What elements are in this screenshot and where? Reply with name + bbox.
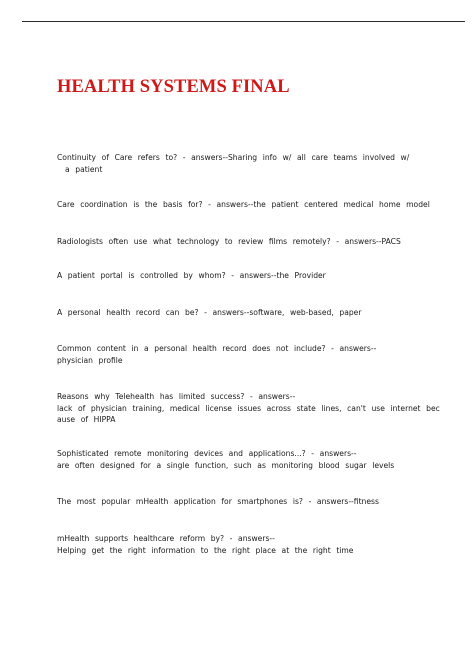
qa-line: Common content in a personal health record does not include? - answers-- xyxy=(57,344,377,353)
qa-line: Continuity of Care refers to? - answers--Sharing info w/ all care teams involved w/ xyxy=(57,153,410,162)
qa-line: Radiologists often use what technology to review films remotely? - answers--PACS xyxy=(57,237,401,246)
qa-line: Sophisticated remote monitoring devices and applications...? - answers-- xyxy=(57,449,357,458)
qa-line: Care coordination is the basis for? - answers--the patient centered medical home model xyxy=(57,200,430,209)
qa-line: A patient portal is controlled by whom? - answers--the Provider xyxy=(57,271,326,280)
top-rule xyxy=(22,21,465,22)
qa-item xyxy=(57,391,440,426)
qa-item xyxy=(57,152,429,175)
qa-item xyxy=(57,199,429,211)
qa-line: mHealth supports healthcare reform by? - answers-- xyxy=(57,534,275,543)
qa-item xyxy=(57,343,429,366)
qa-line: are often designed for a single function, such as monitoring blood sugar levels xyxy=(57,460,395,470)
qa-item xyxy=(57,496,429,508)
qa-line: lack of physician training, medical license issues across state lines, can't use internet bec xyxy=(57,403,440,413)
qa-item xyxy=(57,448,429,471)
qa-item xyxy=(57,270,429,282)
qa-item xyxy=(57,307,429,319)
qa-line: The most popular mHealth application for smartphones is? - answers--fitness xyxy=(57,497,379,506)
qa-line: ause of HIPPA xyxy=(57,415,116,424)
document-title: HEALTH SYSTEMS FINAL xyxy=(57,77,290,97)
qa-item xyxy=(57,533,429,556)
qa-line: Reasons why Telehealth has limited success? - answers-- xyxy=(57,392,296,401)
qa-line: Helping get the right information to the right place at the right time xyxy=(57,545,354,555)
qa-line: physician profile xyxy=(57,355,123,365)
qa-line: A personal health record can be? - answers--software, web-based, paper xyxy=(57,308,362,317)
qa-item xyxy=(57,236,429,248)
qa-line: a patient xyxy=(65,164,103,174)
